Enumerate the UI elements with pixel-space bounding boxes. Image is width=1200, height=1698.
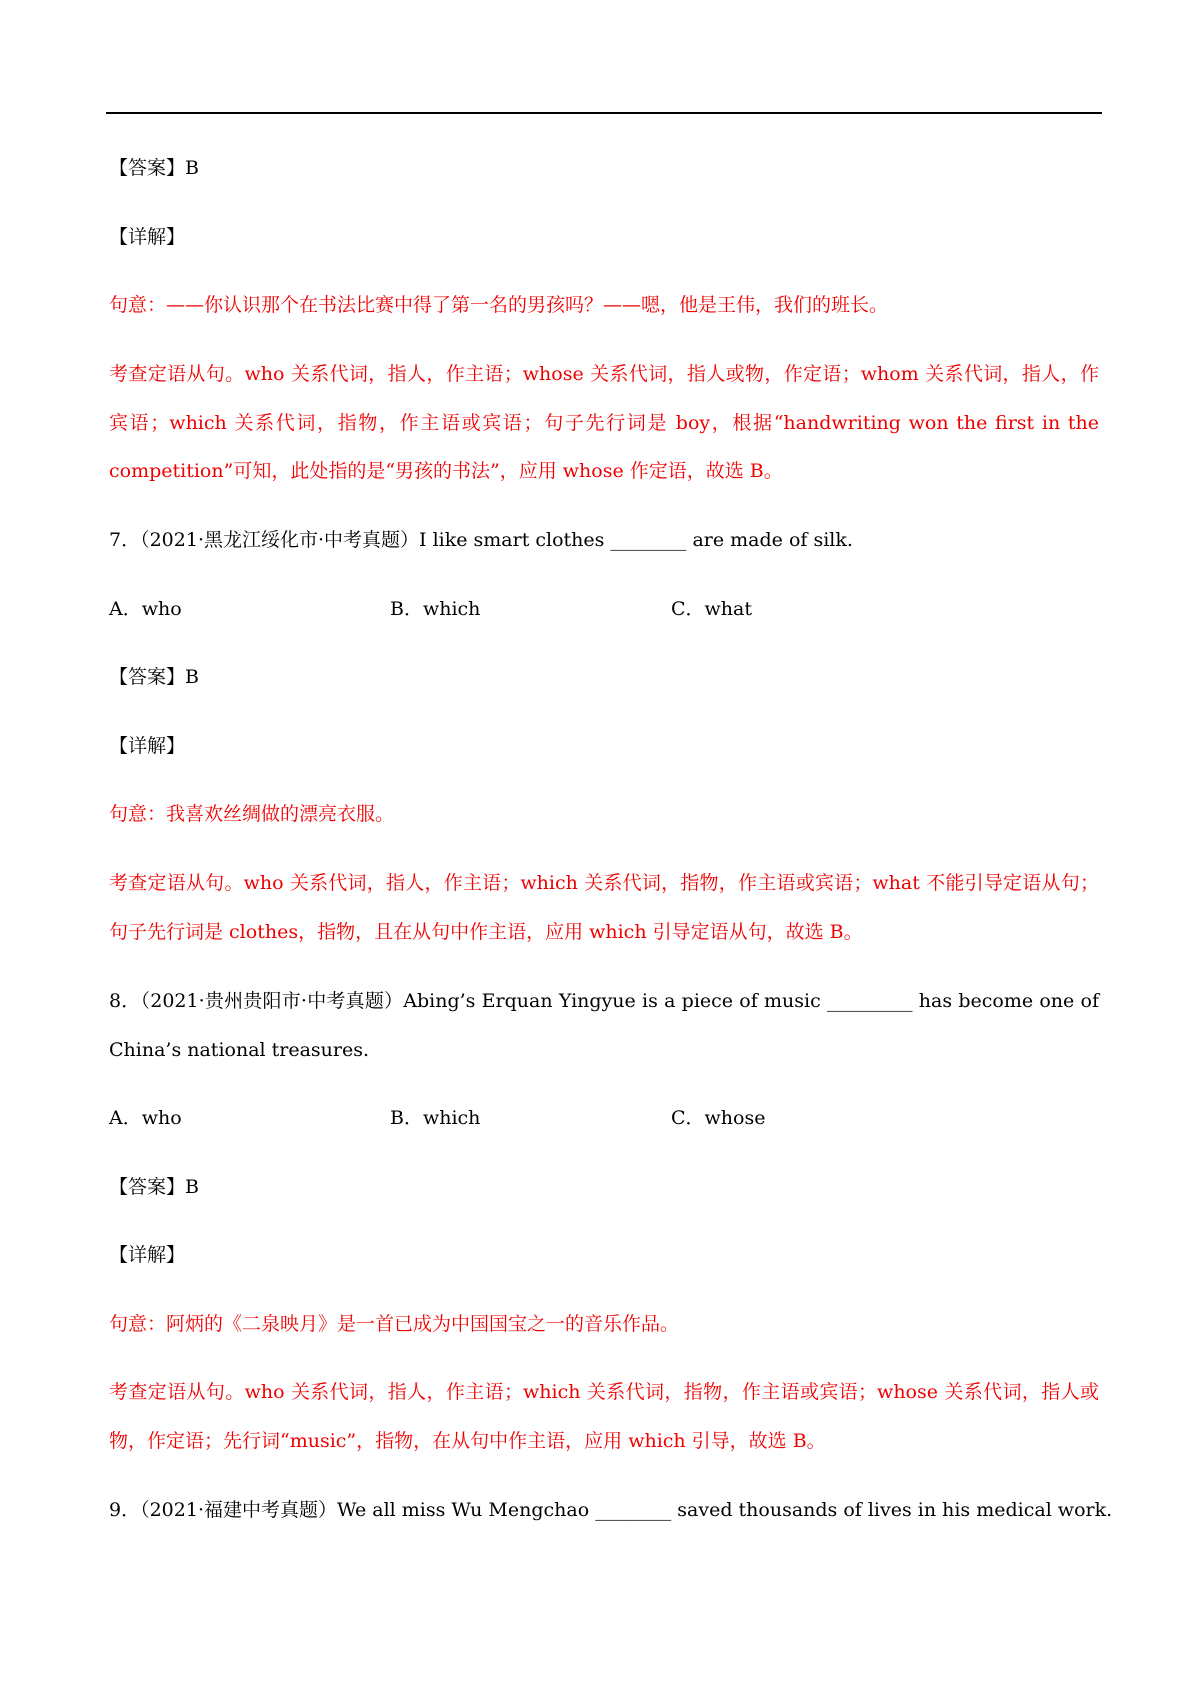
- q7-option-a: A．who: [109, 598, 182, 620]
- q7-analysis: 考查定语从句。who 关系代词，指人，作主语；which 关系代词，指物，作主语或宾语；what 不能引导定语从句；句子先行词是 clothes，指物，且在从句中作主语，应用 which 引导定语从句，故选 B。: [109, 872, 1099, 943]
- q9-question: 9．（2021·福建中考真题）We all miss Wu Mengchao ________ saved thousands of lives in his medical work.: [109, 1499, 1113, 1521]
- q6-answer: 【答案】B: [109, 157, 199, 179]
- q7-detail-heading: 【详解】: [109, 735, 186, 757]
- q7-question: 7．（2021·黑龙江绥化市·中考真题）I like smart clothes ________ are made of silk.: [109, 529, 853, 551]
- q6-analysis: 考查定语从句。who 关系代词，指人，作主语；whose 关系代词，指人或物，作定语；whom 关系代词，指人，作宾语；which 关系代词，指物，作主语或宾语；句子先行词是 boy，根据“handwriting won the first in the competition”可知，此处指的是“男孩的书法”，应用 whose 作定语，故选 B。: [109, 363, 1099, 482]
- q8-question: 8．（2021·贵州贵阳市·中考真题）Abing’s Erquan Yingyue is a piece of music _________ has become one of China’s national treasures.: [109, 990, 1099, 1061]
- q8-option-c: C．whose: [671, 1107, 766, 1129]
- q7-answer: 【答案】B: [109, 666, 199, 688]
- q6-meaning: 句意：——你认识那个在书法比赛中得了第一名的男孩吗？——嗯，他是王伟，我们的班长。: [109, 294, 889, 316]
- q7-option-c: C．what: [671, 598, 753, 620]
- q8-option-b: B．which: [390, 1107, 481, 1129]
- q8-answer: 【答案】B: [109, 1176, 199, 1198]
- q7-meaning: 句意：我喜欢丝绸做的漂亮衣服。: [109, 803, 395, 825]
- q6-detail-heading: 【详解】: [109, 226, 186, 248]
- q8-meaning: 句意：阿炳的《二泉映月》是一首已成为中国国宝之一的音乐作品。: [109, 1313, 680, 1335]
- q7-option-b: B．which: [390, 598, 481, 620]
- q8-detail-heading: 【详解】: [109, 1244, 186, 1266]
- header-rule: [106, 112, 1102, 114]
- q8-option-a: A．who: [109, 1107, 182, 1129]
- q8-analysis: 考查定语从句。who 关系代词，指人，作主语；which 关系代词，指物，作主语或宾语；whose 关系代词，指人或物，作定语；先行词“music”，指物，在从句中作主语，应用 which 引导，故选 B。: [109, 1381, 1099, 1452]
